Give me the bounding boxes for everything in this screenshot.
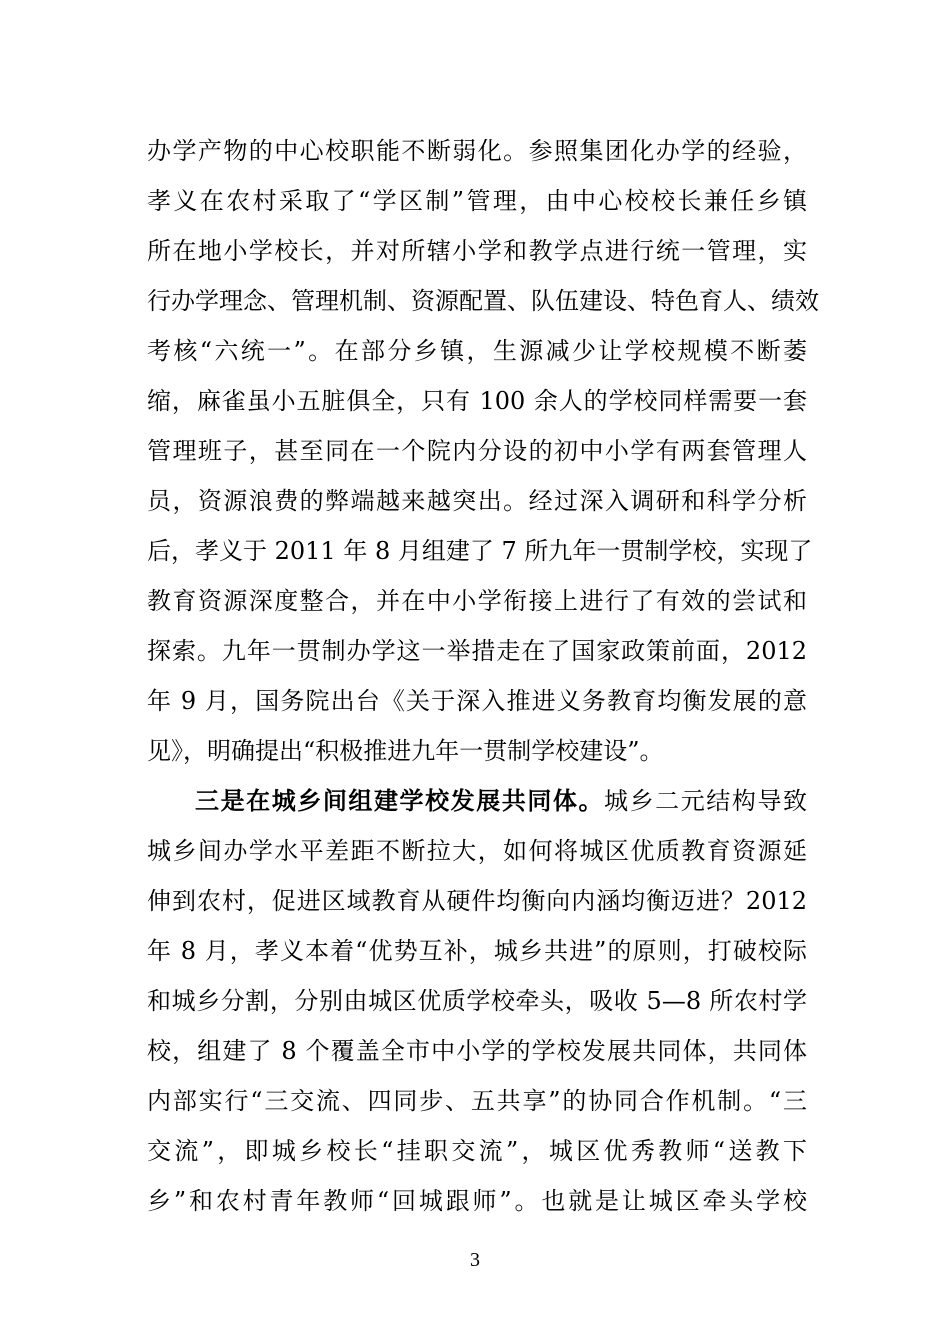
text-line: 年 9 月，国务院出台《关于深入推进义务教育均衡发展的意 [147, 687, 807, 715]
text-line: 孝义在农村采取了“学区制”管理，由中心校校长兼任乡镇 [147, 187, 807, 215]
text-line: 缩，麻雀虽小五脏俱全，只有 100 余人的学校同样需要一套 [147, 387, 807, 415]
text-line: 所在地小学校长，并对所辖小学和教学点进行统一管理，实 [147, 237, 807, 265]
text-line: 伸到农村，促进区域教育从硬件均衡向内涵均衡迈进？2012 [147, 887, 807, 915]
text-line: 考核“六统一”。在部分乡镇，生源减少让学校规模不断萎 [147, 337, 807, 365]
text-line: 和城乡分割，分别由城区优质学校牵头，吸收 5—8 所农村学 [147, 987, 807, 1015]
text-line: 交流”，即城乡校长“挂职交流”，城区优秀教师“送教下 [147, 1137, 807, 1165]
text-line: 办学产物的中心校职能不断弱化。参照集团化办学的经验， [147, 137, 807, 165]
text-span: 城乡二元结构导致 [604, 787, 808, 815]
page-number: 3 [470, 1249, 480, 1271]
text-line: 见》，明确提出“积极推进九年一贯制学校建设”。 [147, 737, 664, 765]
text-line: 管理班子，甚至同在一个院内分设的初中小学有两套管理人 [147, 437, 807, 465]
paragraph-heading: 三是在城乡间组建学校发展共同体。 [195, 786, 605, 815]
text-line: 探索。九年一贯制办学这一举措走在了国家政策前面，2012 [147, 637, 807, 665]
text-line: 后，孝义于 2011 年 8 月组建了 7 所九年一贯制学校，实现了 [147, 537, 813, 565]
text-line: 年 8 月，孝义本着“优势互补，城乡共进”的原则，打破校际 [147, 937, 807, 965]
text-line: 城乡间办学水平差距不断拉大，如何将城区优质教育资源延 [147, 837, 807, 865]
paragraph-first-line [195, 786, 807, 816]
text-line: 校，组建了 8 个覆盖全市中小学的学校发展共同体，共同体 [147, 1037, 807, 1065]
text-line: 乡”和农村青年教师“回城跟师”。也就是让城区牵头学校 [147, 1187, 807, 1215]
text-line: 行办学理念、管理机制、资源配置、队伍建设、特色育人、绩效 [147, 287, 819, 315]
text-line: 教育资源深度整合，并在中小学衔接上进行了有效的尝试和 [147, 587, 807, 615]
text-line: 内部实行“三交流、四同步、五共享”的协同合作机制。“三 [147, 1087, 807, 1115]
text-line: 员，资源浪费的弊端越来越突出。经过深入调研和科学分析 [147, 487, 807, 515]
